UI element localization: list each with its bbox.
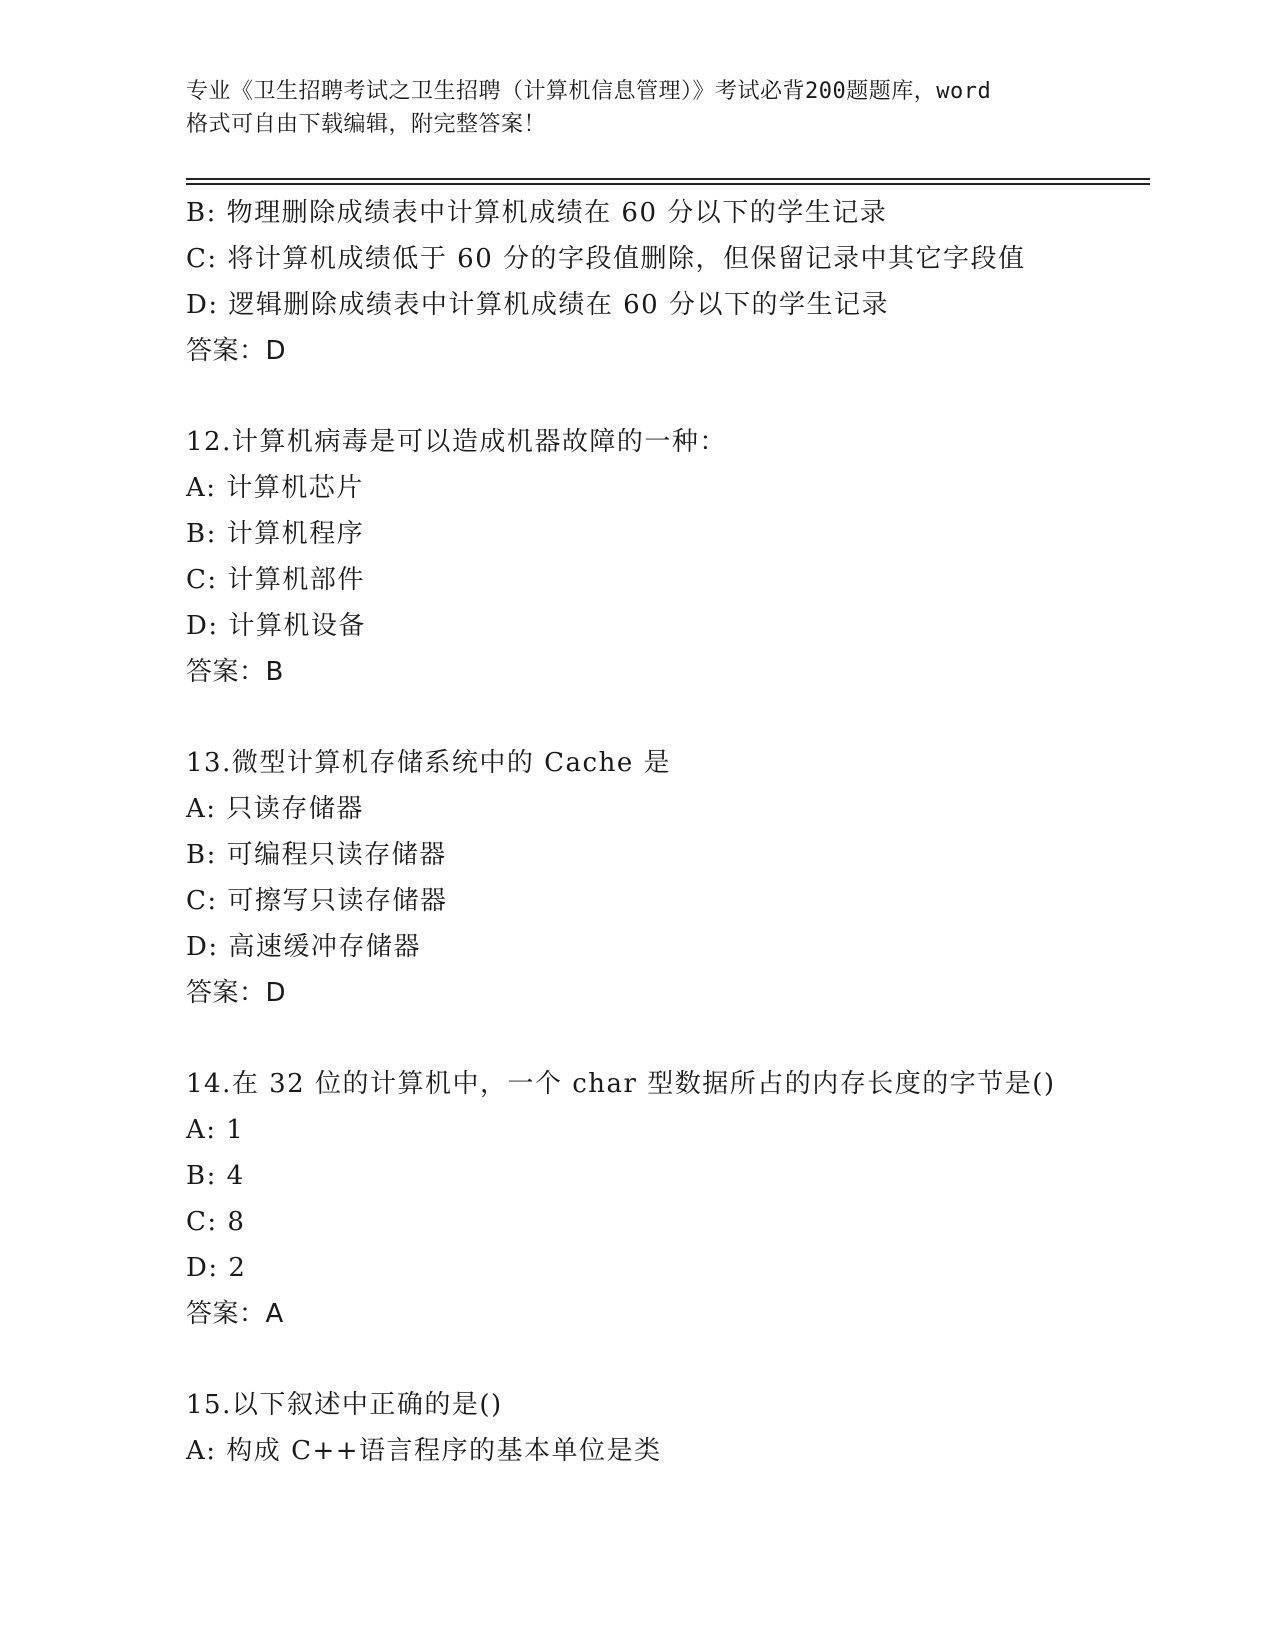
option-b: B: 物理删除成绩表中计算机成绩在 60 分以下的学生记录 xyxy=(186,198,888,228)
question-stem: 15.以下叙述中正确的是() xyxy=(186,1390,503,1420)
question-stem: 13.微型计算机存储系统中的 Cache 是 xyxy=(186,748,671,778)
question-spacer xyxy=(186,374,1146,419)
option-c: C: 计算机部件 xyxy=(186,565,365,595)
answer-line: 答案：D xyxy=(186,336,287,366)
header-divider-top xyxy=(186,178,1150,180)
question-spacer xyxy=(186,695,1146,740)
document-header xyxy=(186,75,1086,141)
option-a: A: 构成 C++语言程序的基本单位是类 xyxy=(186,1436,662,1466)
question-stem: 14.在 32 位的计算机中，一个 char 型数据所占的内存长度的字节是() xyxy=(186,1069,1056,1099)
question-spacer xyxy=(186,1016,1146,1061)
option-c: C: 将计算机成绩低于 60 分的字段值删除，但保留记录中其它字段值 xyxy=(186,244,1026,274)
option-d: D: 计算机设备 xyxy=(186,611,366,641)
header-divider-bottom xyxy=(186,183,1150,185)
question-13 xyxy=(186,740,1146,1016)
question-list xyxy=(186,190,1146,1474)
option-b: B: 4 xyxy=(186,1161,245,1191)
question-stem: 12.计算机病毒是可以造成机器故障的一种： xyxy=(186,427,727,457)
question-spacer xyxy=(186,1337,1146,1382)
question-12 xyxy=(186,419,1146,695)
option-a: A: 1 xyxy=(186,1115,245,1145)
answer-line: 答案：A xyxy=(186,1299,284,1329)
option-c: C: 8 xyxy=(186,1207,246,1237)
answer-line: 答案：D xyxy=(186,978,287,1008)
option-a: A: 只读存储器 xyxy=(186,794,364,824)
answer-line: 答案：B xyxy=(186,657,284,687)
option-b: B: 计算机程序 xyxy=(186,519,365,549)
option-d: D: 高速缓冲存储器 xyxy=(186,932,421,962)
question-15 xyxy=(186,1382,1146,1474)
header-title-line-1: 专业《卫生招聘考试之卫生招聘（计算机信息管理）》考试必背200题题库，word xyxy=(186,79,992,104)
question-11-continued xyxy=(186,190,1146,374)
option-d: D: 2 xyxy=(186,1253,247,1283)
question-14 xyxy=(186,1061,1146,1337)
header-title-line-2: 格式可自由下载编辑，附完整答案！ xyxy=(186,112,547,137)
option-a: A: 计算机芯片 xyxy=(186,473,364,503)
option-c: C: 可擦写只读存储器 xyxy=(186,886,448,916)
option-d: D: 逻辑删除成绩表中计算机成绩在 60 分以下的学生记录 xyxy=(186,290,889,320)
option-b: B: 可编程只读存储器 xyxy=(186,840,447,870)
